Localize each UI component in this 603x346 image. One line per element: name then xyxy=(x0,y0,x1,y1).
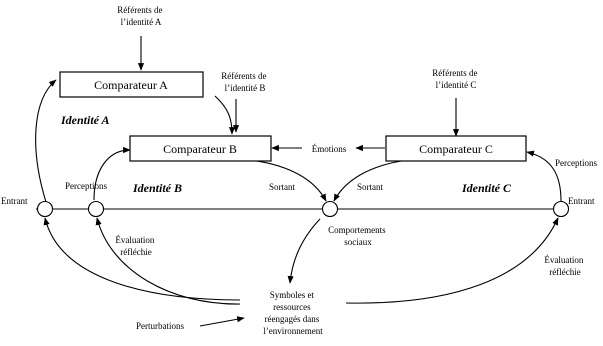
arrow-sortant-b xyxy=(250,160,326,201)
identity-a-label: Identité A xyxy=(61,113,110,127)
referents-c-label: Référents de l’identité C xyxy=(432,68,478,90)
referents-a-label: Référents de l’identité A xyxy=(117,5,163,27)
arrow-perception-b xyxy=(94,150,130,200)
arrow-perception-a xyxy=(36,80,56,202)
perturbations-label: Perturbations xyxy=(136,321,184,331)
symboles-label: Symboles et ressources réengagés dans l’environnement xyxy=(263,290,323,336)
evaluation-right-label: Évaluation réfléchie xyxy=(544,255,584,277)
arrow-comportements-to-symboles xyxy=(290,219,320,283)
evaluation-left-label: Évaluation réfléchie xyxy=(115,235,155,257)
node-comportements xyxy=(323,202,338,217)
comparateur-b-box xyxy=(130,136,271,161)
arrow-a-to-b xyxy=(215,96,232,134)
comparateur-a-box xyxy=(60,72,203,97)
node-entrant-c xyxy=(554,202,569,217)
arrow-symboles-to-entrant-a xyxy=(45,218,240,300)
emotions-label: Émotions xyxy=(311,144,347,154)
identity-b-label: Identité B xyxy=(133,181,183,195)
node-entrant-a xyxy=(38,202,53,217)
perceptions-left-label: Perceptions xyxy=(65,181,107,191)
arrow-perturbations xyxy=(200,318,244,326)
comparateur-b-label: Comparateur B xyxy=(163,142,237,156)
comparateur-a-label: Comparateur A xyxy=(94,78,168,92)
entrant-right-label: Entrant xyxy=(568,196,595,206)
arrow-symboles-to-node-b xyxy=(97,218,240,304)
identity-c-label: Identité C xyxy=(462,181,512,195)
entrant-left-label: Entrant xyxy=(1,196,28,206)
perceptions-right-label: Perceptions xyxy=(555,158,597,168)
referents-b-label: Référents de l’identité B xyxy=(221,71,267,93)
sortant-c-label: Sortant xyxy=(357,182,383,192)
comparateur-c-box xyxy=(386,136,526,161)
node-b xyxy=(89,202,104,217)
comparateur-c-label: Comparateur C xyxy=(419,142,493,156)
sortant-b-label: Sortant xyxy=(269,182,295,192)
comportements-label: Comportements sociaux xyxy=(328,225,386,247)
arrow-sortant-c xyxy=(334,160,408,201)
